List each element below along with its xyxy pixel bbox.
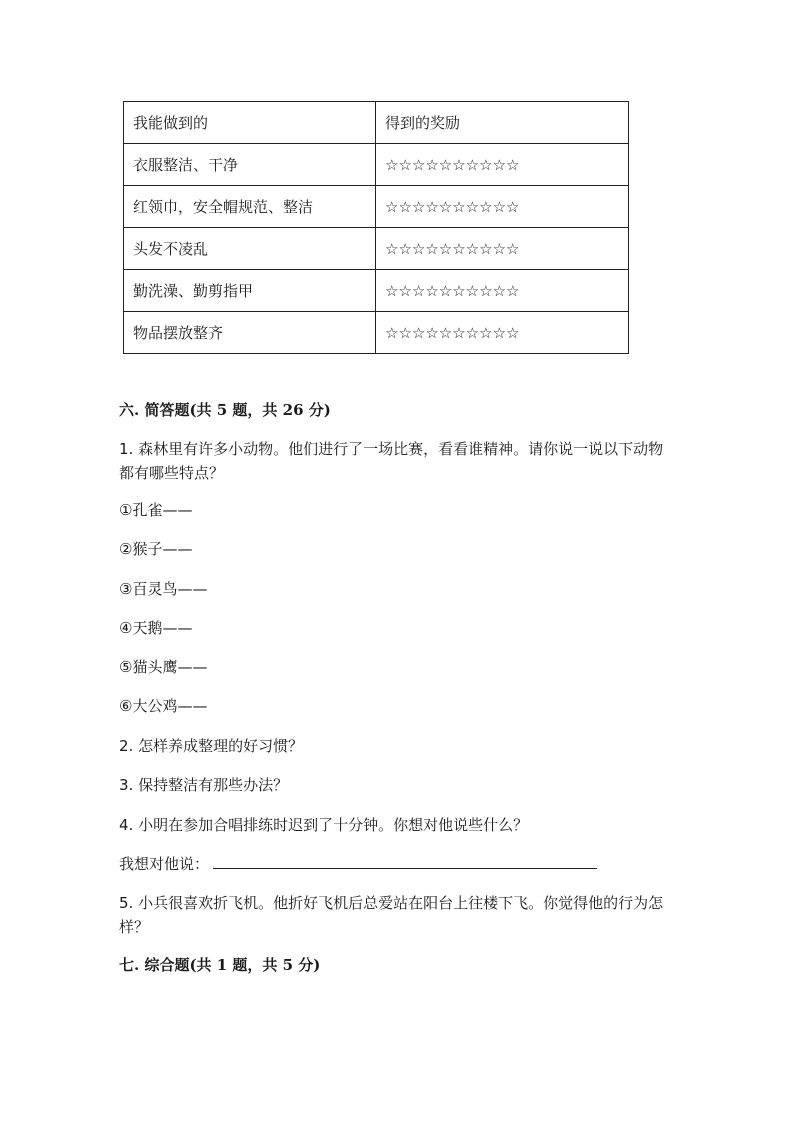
reward-table — [123, 101, 629, 354]
row-item: 勤洗澡、勤剪指甲 — [124, 270, 376, 312]
animal-item-peacock: ①孔雀—— — [119, 501, 193, 519]
section-7-title: 七. 综合题(共 1 题，共 5 分) — [119, 956, 321, 974]
row-item: 红领巾，安全帽规范、整洁 — [124, 186, 376, 228]
animal-item-rooster: ⑥大公鸡—— — [119, 697, 208, 715]
table-row — [124, 186, 629, 228]
row-item: 物品摆放整齐 — [124, 312, 376, 354]
table-row — [124, 312, 629, 354]
animal-item-swan: ④天鹅—— — [119, 619, 193, 637]
row-stars: ☆☆☆☆☆☆☆☆☆☆ — [376, 228, 629, 270]
question-2: 2. 怎样养成整理的好习惯？ — [119, 737, 304, 755]
row-stars: ☆☆☆☆☆☆☆☆☆☆ — [376, 312, 629, 354]
table-header-row — [124, 102, 629, 144]
question-4: 4. 小明在参加合唱排练时迟到了十分钟。你想对他说些什么？ — [119, 816, 529, 834]
animal-item-monkey: ②猴子—— — [119, 540, 193, 558]
table-row — [124, 228, 629, 270]
table-row — [124, 270, 629, 312]
question-1: 1. 森林里有许多小动物。他们进行了一场比赛，看看谁精神。请你说一说以下动物都有哪些特点？ — [119, 440, 664, 482]
question-3: 3. 保持整洁有那些办法？ — [119, 776, 289, 794]
header-cell-reward: 得到的奖励 — [376, 102, 629, 144]
header-cell-can-do: 我能做到的 — [124, 102, 376, 144]
question-4-answer — [119, 852, 667, 876]
row-stars: ☆☆☆☆☆☆☆☆☆☆ — [376, 270, 629, 312]
answer-line[interactable] — [213, 852, 597, 869]
answer-label: 我想对他说： — [119, 855, 210, 873]
section-6-title: 六. 简答题(共 5 题，共 26 分) — [119, 401, 331, 419]
table-row — [124, 144, 629, 186]
row-item: 头发不凌乱 — [124, 228, 376, 270]
row-item: 衣服整洁、干净 — [124, 144, 376, 186]
row-stars: ☆☆☆☆☆☆☆☆☆☆ — [376, 186, 629, 228]
question-5: 5. 小兵很喜欢折飞机。他折好飞机后总爱站在阳台上往楼下飞。你觉得他的行为怎样？ — [119, 894, 664, 936]
row-stars: ☆☆☆☆☆☆☆☆☆☆ — [376, 144, 629, 186]
animal-item-owl: ⑤猫头鹰—— — [119, 658, 208, 676]
animal-item-lark: ③百灵鸟—— — [119, 580, 208, 598]
